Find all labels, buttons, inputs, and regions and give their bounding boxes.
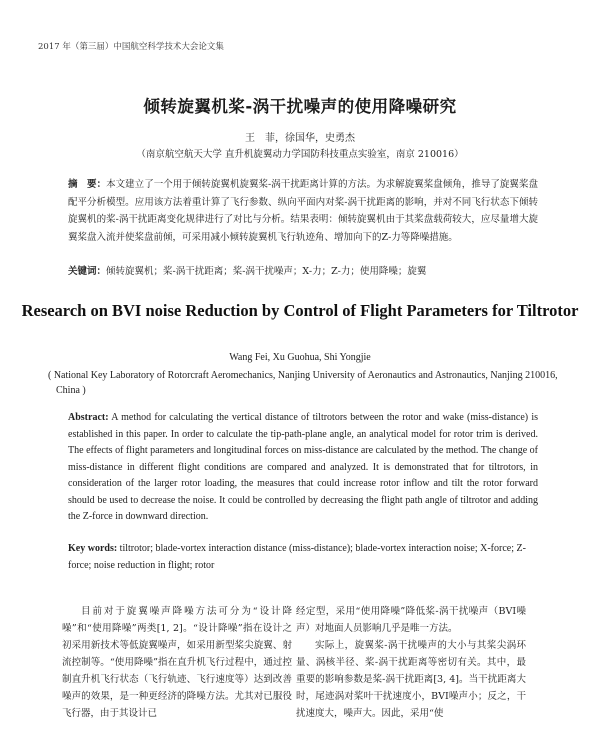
authors-cn: 王 菲，徐国华，史勇杰 bbox=[245, 133, 355, 144]
keywords-en-text: tiltrotor; blade-vortex interaction distance (miss-distance); blade-vortex interaction noise; X-force; Z-force; noise reduction in flight; rotor bbox=[68, 543, 526, 571]
keywords-en bbox=[68, 541, 538, 574]
affiliation-en: ( National Key Laboratory of Rotorcraft Aeromechanics, Nanjing University of Aeronautics and Astronautics, Nanjing 210016, China ) bbox=[48, 370, 558, 396]
keywords-en-label: Key words: bbox=[68, 543, 118, 554]
affiliation-cn: （南京航空航天大学 直升机旋翼动力学国防科技重点实验室，南京 210016） bbox=[136, 149, 464, 160]
body-column-left: 目前对于旋翼噪声降噪方法可分为“设计降噪”和“使用降噪”两类[1, 2]。“设计降噪”指在设计之初采用新技术等低旋翼噪声，如采用新型桨尖旋翼、射流控制等。“使用降噪”指在直升机飞行过程中，通过控制直升机飞行状态（飞行轨迹、飞行速度等）达到改善噪声的效果，是一种更经济的降噪方法。尤其对已服役飞行器，由于其设计已 bbox=[62, 606, 292, 719]
authors-en: Wang Fei, Xu Guohua, Shi Yongjie bbox=[229, 352, 371, 363]
keywords-cn-text: 倾转旋翼机；桨-涡干扰距离；桨-涡干扰噪声；X-力；Z-力；使用降噪；旋翼 bbox=[106, 266, 427, 277]
body-paragraph: 实际上，旋翼桨-涡干扰噪声的大小与其桨尖涡环量、涡核半径、桨-涡干扰距离等密切有关。其中，最重要的影响参数是桨-涡干扰距离[3, 4]。当干扰距离大时，尾迹涡对桨叶干扰速度小，BVI噪声小；反之，干扰速度大，噪声大。因此，采用“使 bbox=[296, 640, 526, 719]
keywords-cn-label: 关键词： bbox=[68, 266, 107, 277]
abstract-en-label: Abstract: bbox=[68, 412, 109, 423]
keywords-cn bbox=[68, 263, 538, 277]
abstract-cn bbox=[68, 176, 538, 246]
running-head: 2017 年（第三届）中国航空科学技术大会论文集 bbox=[38, 42, 224, 52]
body-paragraph: 经定型，采用“使用降噪”降低桨-涡干扰噪声（BVI噪声）对地面人员影响几乎是唯一方法。 bbox=[296, 606, 526, 634]
paper-title-en: Research on BVI noise Reduction by Control of Flight Parameters for Tiltrotor bbox=[21, 301, 579, 320]
body-column-right bbox=[296, 603, 526, 722]
abstract-en bbox=[68, 410, 538, 526]
abstract-cn-label: 摘 要： bbox=[68, 179, 107, 190]
abstract-en-text: A method for calculating the vertical distance of tiltrotors between the rotor and wake (miss-distance) is established in this paper. In order to calculate the tip-path-plane angle, an analytical model for rotor trim is derived. The effects of flight parameters and longitudinal forces on miss-distance are calculated by the method. The change of miss-distance in different flight conditions are compared and analyzed. It is demonstrated that for tiltrotors, in consideration of the larger rotor loading, the measures that could increase rotor inflow and tilt the rotor forward should be used to decrease the noise. It could be controlled by decreasing the flight path angle of tiltrotor and adding the Z-force in downward direction. bbox=[68, 412, 538, 522]
paper-title-cn: 倾转旋翼机桨-涡干扰噪声的使用降噪研究 bbox=[143, 97, 457, 116]
abstract-cn-text: 本文建立了一个用于倾转旋翼机旋翼桨-涡干扰距离计算的方法。为求解旋翼桨盘倾角，推导了旋翼桨盘配平分析模型。应用该方法着重计算了飞行参数、纵向平面内对桨-涡干扰距离的影响，并对不同飞行状态下倾转旋翼机的桨-涡干扰距离变化规律进行了对比与分析。结果表明：倾转旋翼机由于其桨盘载荷较大，应尽量增大旋翼桨盘入流并使桨盘前倾，可采用减小倾转旋翼机飞行轨迹角、增加向下的Z-力等降噪措施。 bbox=[68, 179, 538, 243]
